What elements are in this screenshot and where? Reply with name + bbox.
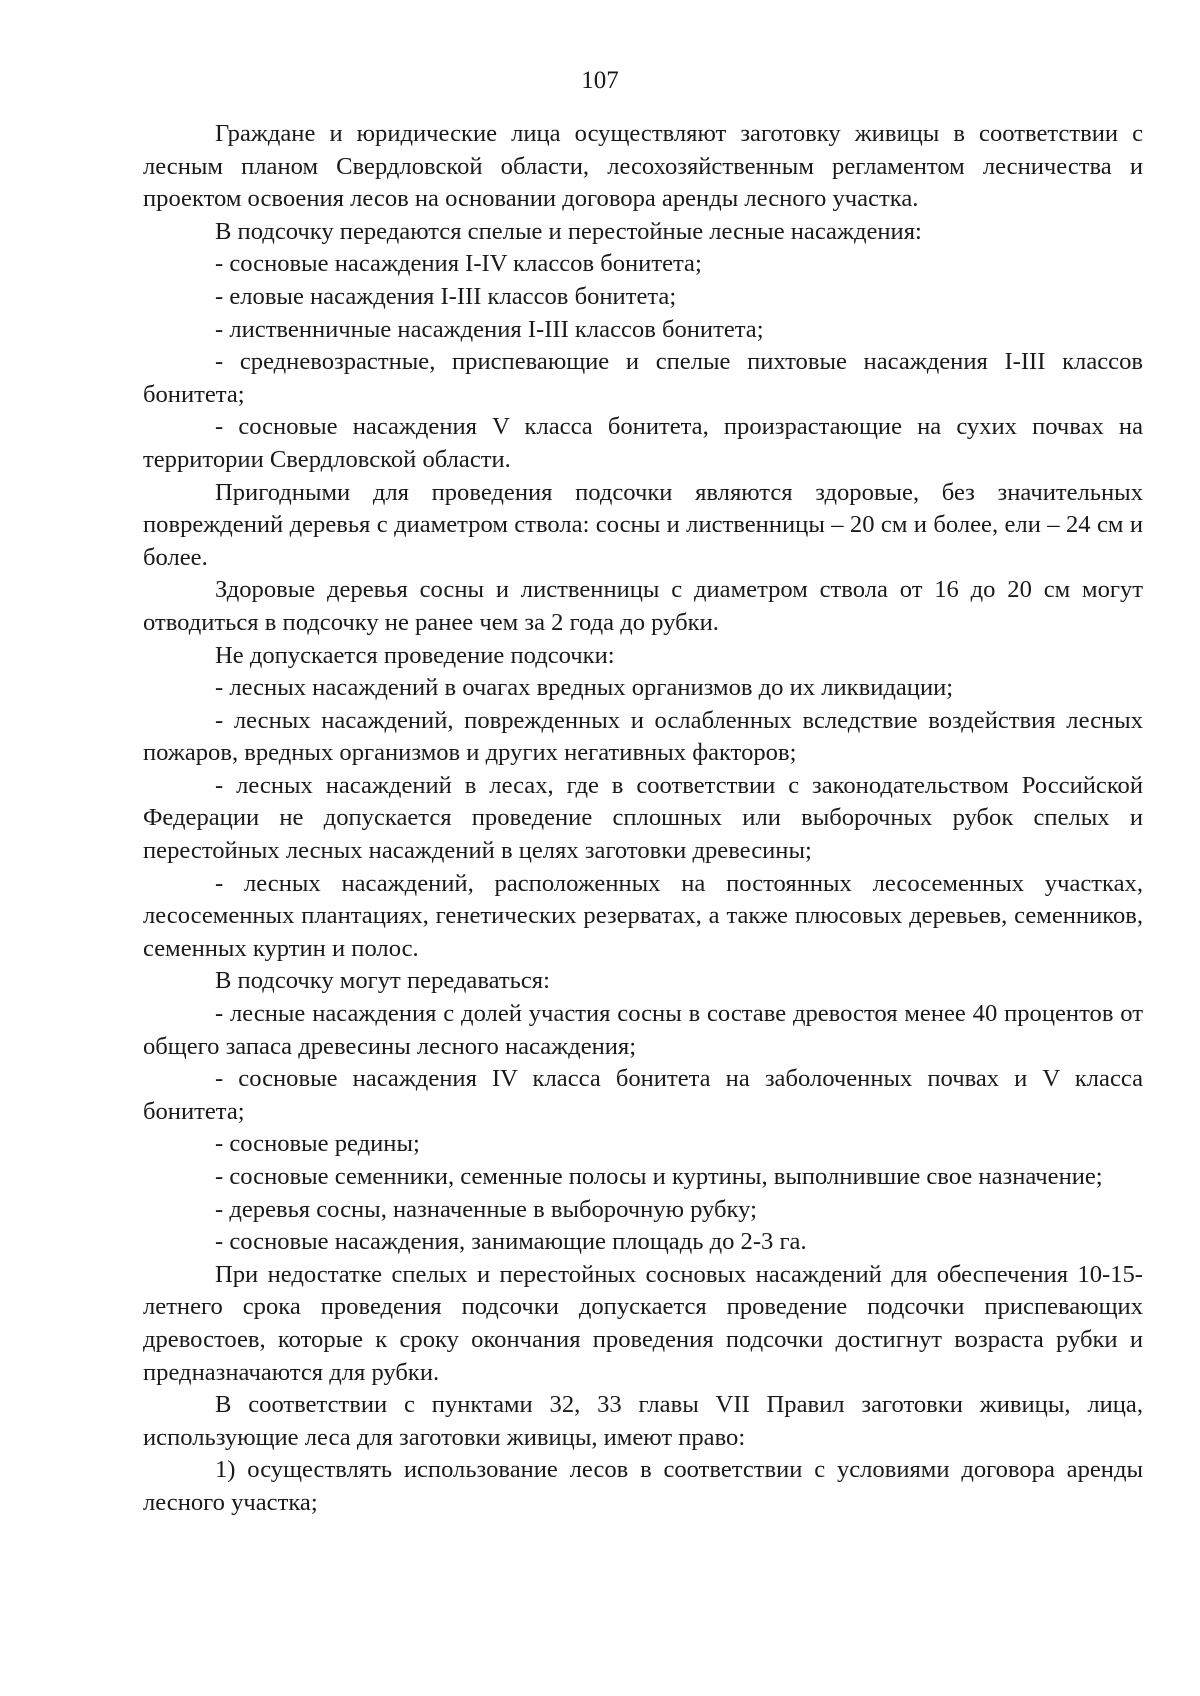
list-item-pine-dry-soils: - сосновые насаждения V класса бонитета, произрастающие на сухих почвах на территории Свердловской области. bbox=[143, 413, 1143, 473]
paragraph-shortage-clause: При недостатке спелых и перестойных сосновых насаждений для обеспечения 10-15-летнего срока проведения подсочки допускается проведение подсочки приспевающих древостоев, которые к сроку окончания проведения подсочки достигнут возраста рубки и предназначаются для рубки. bbox=[143, 1260, 1143, 1386]
paragraph-harvesting-basis: Граждане и юридические лица осуществляют заготовку живицы в соответствии с лесным планом Свердловской области, лесохозяйственным регламентом лесничества и проектом освоения лесов на основании договора аренды лесного участка. bbox=[143, 120, 1143, 213]
list-item-seed-trees: - сосновые семенники, семенные полосы и куртины, выполнившие свое назначение; bbox=[215, 1163, 1103, 1190]
paragraph-suitable-trees: Пригодными для проведения подсочки являются здоровые, без значительных повреждений деревья с диаметром ствола: сосны и лиственницы – 20 см и более, ели – 24 см и более. bbox=[143, 478, 1143, 571]
list-item-seed-areas: - лесных насаждений, расположенных на постоянных лесосеменных участках, лесосеменных плантациях, генетических резерватах, а также плюсовых деревьев, семенников, семенных куртин и полос. bbox=[143, 869, 1143, 962]
list-item-low-pine-share: - лесные насаждения с долей участия сосны в составе древостоя менее 40 процентов от общего запаса древесины лесного насаждения; bbox=[143, 1000, 1143, 1060]
list-item-selective-cutting: - деревья сосны, назначенные в выборочную рубку; bbox=[215, 1195, 757, 1223]
list-item-larch-stands: - лиственничные насаждения I-III классов бонитета; bbox=[215, 315, 764, 343]
list-item-swampy-pine: - сосновые насаждения IV класса бонитета на заболоченных почвах и V класса бонитета; bbox=[143, 1065, 1143, 1125]
list-item-pest-foci: - лесных насаждений в очагах вредных организмов до их ликвидации; bbox=[215, 674, 954, 702]
list-item-pine-sparse: - сосновые редины; bbox=[215, 1130, 420, 1158]
paragraph-not-allowed-intro: Не допускается проведение подсочки: bbox=[215, 641, 615, 669]
list-item-fir-stands: - средневозрастные, приспевающие и спелые пихтовые насаждения I-III классов бонитета; bbox=[143, 348, 1143, 408]
list-item-protected-forests: - лесных насаждений в лесах, где в соответствии с законодательством Российской Федерации не допускается проведение сплошных или выборочных рубок спелых и перестойных лесных насаждений в целях заготовки древесины; bbox=[143, 771, 1143, 865]
list-item-damaged-stands: - лесных насаждений, поврежденных и ослабленных вследствие воздействия лесных пожаров, вредных организмов и других негативных факторов; bbox=[143, 706, 1143, 767]
list-item-pine-stands: - сосновые насаждения I-IV классов бонитета; bbox=[215, 250, 702, 278]
page-number: 107 bbox=[581, 67, 619, 94]
paragraph-tapping-stands-intro: В подсочку передаются спелые и перестойные лесные насаждения: bbox=[215, 217, 922, 245]
list-item-small-area: - сосновые насаждения, занимающие площадь до 2-3 га. bbox=[215, 1228, 807, 1256]
list-item-spruce-stands: - еловые насаждения I-III классов бонитета; bbox=[215, 282, 677, 310]
document-body bbox=[143, 118, 1143, 1520]
paragraph-may-be-transferred-intro: В подсочку могут передаваться: bbox=[215, 967, 550, 995]
list-item-right-1: 1) осуществлять использование лесов в соответствии с условиями договора аренды лесного участка; bbox=[143, 1456, 1143, 1516]
paragraph-healthy-trees-diameter: Здоровые деревья сосны и лиственницы с диаметром ствола от 16 до 20 см могут отводиться в подсочку не ранее чем за 2 года до рубки. bbox=[143, 576, 1143, 636]
paragraph-rights-intro: В соответствии с пунктами 32, 33 главы VII Правил заготовки живицы, лица, использующие леса для заготовки живицы, имеют право: bbox=[143, 1391, 1143, 1451]
